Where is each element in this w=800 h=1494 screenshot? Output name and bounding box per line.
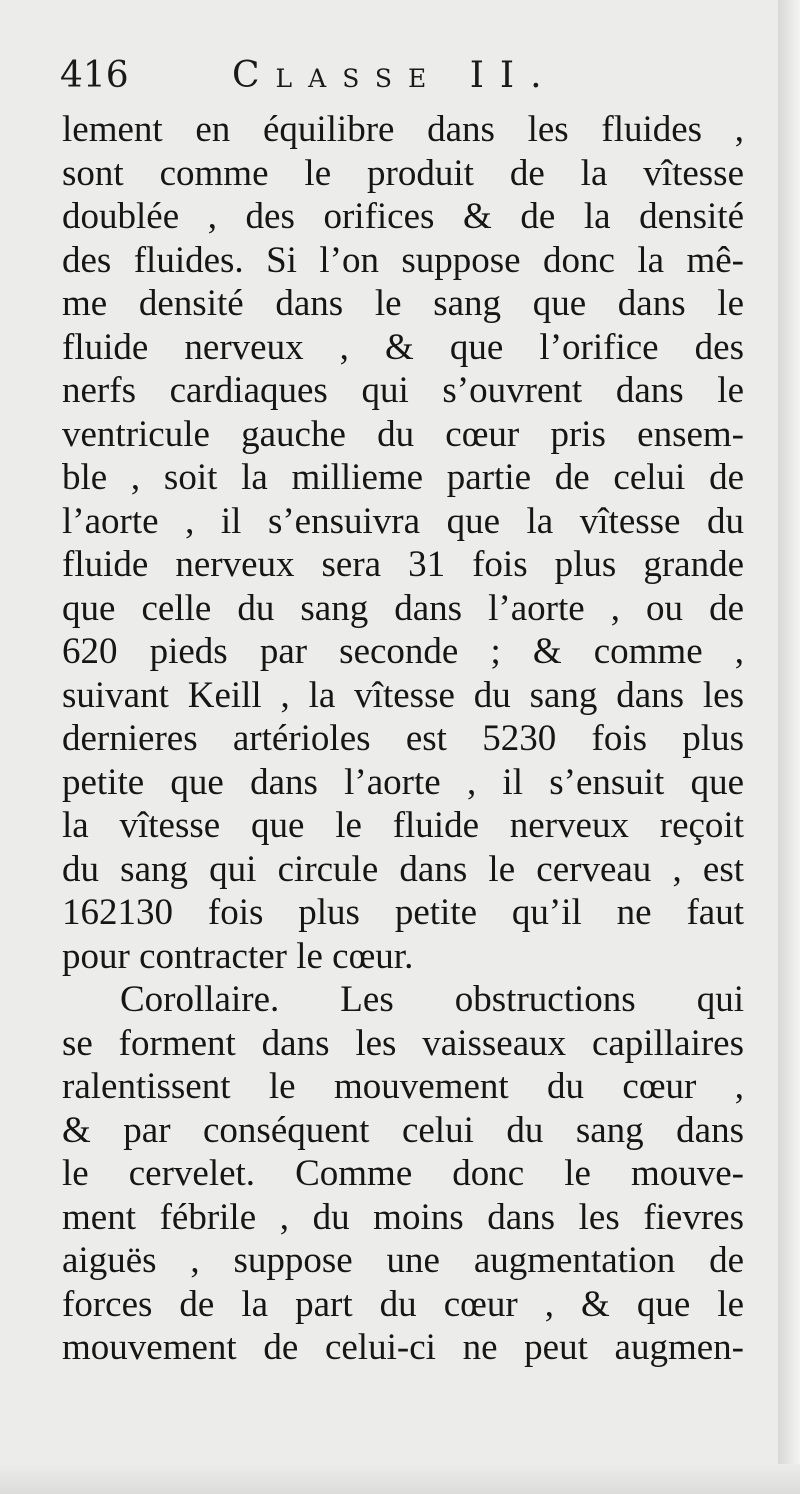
page-header — [60, 54, 740, 104]
text-line: du sang qui circule dans le cerveau , est — [62, 848, 744, 890]
text-line: aiguës , suppose une augmentation de — [62, 1240, 744, 1281]
text-line: ble , soit la millieme partie de celui de — [62, 457, 744, 498]
corollary-first-line: Corollaire. Les obstructions qui — [120, 979, 744, 1020]
text-line: le cervelet. Comme donc le mouve- — [62, 1153, 744, 1194]
text-line: l’aorte , il s’ensuivra que la vîtesse du — [62, 500, 744, 542]
text-line: doublée , des orifices & de la densité — [62, 196, 744, 237]
text-line: des fluides. Si l’on suppose donc la mê- — [62, 239, 744, 281]
paragraph-end-line: pour contracter le cœur. — [62, 935, 414, 977]
text-line: forces de la part du cœur , & que le — [62, 1283, 744, 1325]
text-line: & par conséquent celui du sang dans — [62, 1109, 744, 1151]
text-line: ralentissent le mouvement du cœur , — [62, 1066, 744, 1107]
text-line: sont comme le produit de la vîtesse — [62, 152, 744, 194]
running-head: Classe II. — [232, 55, 558, 96]
page-bottom-shadow — [0, 1464, 800, 1494]
page-number: 416 — [60, 55, 129, 96]
text-line: mouvement de celui-ci ne peut augmen- — [62, 1327, 744, 1368]
text-line: que celle du sang dans l’aorte , ou de — [62, 587, 744, 629]
text-line: se forment dans les vaisseaux capillaires — [62, 1022, 744, 1064]
text-line: dernieres artérioles est 5230 fois plus — [62, 718, 744, 759]
text-line: nerfs cardiaques qui s’ouvrent dans le — [62, 370, 744, 411]
text-line: fluide nerveux , & que l’orifice des — [62, 326, 744, 368]
text-line: me densité dans le sang que dans le — [62, 283, 744, 324]
text-line: petite que dans l’aorte , il s’ensuit que — [62, 761, 744, 803]
text-line: la vîtesse que le fluide nerveux reçoit — [62, 805, 744, 846]
text-line: lement en équilibre dans les fluides , — [62, 109, 744, 150]
text-line: ment fébrile , du moins dans les fievres — [62, 1196, 744, 1238]
text-line: 162130 fois plus petite qu’il ne faut — [62, 892, 744, 933]
page-edge-shadow — [778, 0, 800, 1494]
text-line: fluide nerveux sera 31 fois plus grande — [62, 544, 744, 585]
text-line: ventricule gauche du cœur pris ensem- — [62, 413, 744, 455]
body-text — [62, 108, 744, 1370]
text-line: 620 pieds par seconde ; & comme , — [62, 631, 744, 672]
text-line: suivant Keill , la vîtesse du sang dans les — [62, 674, 744, 716]
